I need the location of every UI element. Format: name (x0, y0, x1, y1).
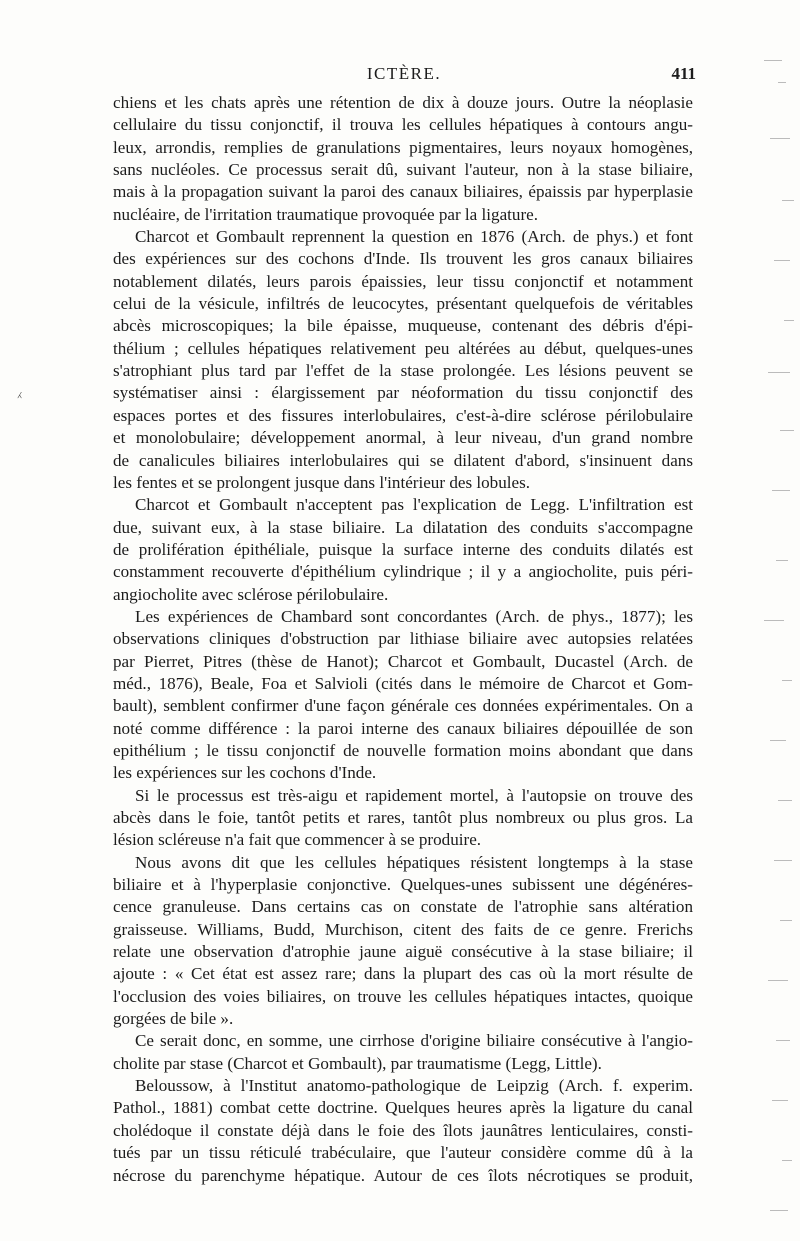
scan-speck (768, 372, 790, 373)
scan-edge-noise (734, 20, 794, 1220)
scan-speck (772, 490, 790, 491)
paragraph (113, 785, 693, 852)
text-line: leux, arrondis, remplies de granulations pigmentaires, leurs noyaux homogènes, (113, 137, 693, 157)
scan-speck (772, 1100, 788, 1101)
paragraph (113, 92, 693, 226)
paragraph (113, 852, 693, 1031)
text-line: biliaire et à l'hyperplasie conjonctive. Quelques-unes subissent une dégénéres- (113, 875, 693, 895)
text-line: méd., 1876), Beale, Foa et Salvioli (cités dans le mémoire de Charcot et Gom- (113, 673, 693, 693)
scan-speck (776, 1040, 790, 1041)
text-line: cholédoque il constate déjà dans le foie des îlots jaunâtres lenticulaires, consti- (113, 1120, 693, 1140)
text-line: constamment recouverte d'épithélium cylindrique ; il y a angiocholite, puis péri- (113, 562, 693, 582)
text-line: celui de la vésicule, infiltrés de leucocytes, présentant quelquefois de véritables (113, 294, 693, 314)
scan-speck (764, 620, 784, 621)
text-line: epithélium ; le tissu conjonctif de nouvelle formation moins abondant que dans (113, 740, 693, 760)
scan-speck (780, 430, 794, 431)
text-line: les fentes et se prolongent jusque dans l'intérieur des lobules. (113, 472, 531, 492)
text-line: Pathol., 1881) combat cette doctrine. Quelques heures après la ligature du canal (113, 1098, 693, 1118)
text-line: thélium ; cellules hépatiques relativement peu altérées au début, quelques-unes (113, 338, 693, 358)
text-line: espaces portes et des fissures interlobulaires, c'est-à-dire sclérose périlobulaire (113, 405, 693, 425)
text-line: nucléaire, de l'irritation traumatique provoquée par la ligature. (113, 204, 539, 224)
text-line: graisseuse. Williams, Budd, Murchison, citent des faits de ce genre. Frerichs (113, 919, 693, 939)
paragraph (113, 1075, 693, 1187)
text-line: noté comme différence : la paroi interne des canaux biliaires dépouillée de son (113, 718, 693, 738)
scan-speck (782, 200, 794, 201)
scan-speck (770, 138, 790, 139)
text-line: Charcot et Gombault n'acceptent pas l'explication de Legg. L'infiltration est (135, 495, 693, 515)
page-header (112, 64, 696, 88)
text-line: tués par un tissu réticulé trabéculaire, que l'auteur considère comme dû à la (113, 1143, 693, 1163)
scan-speck (780, 920, 792, 921)
text-line: Charcot et Gombault reprennent la question en 1876 (Arch. de phys.) et font (135, 227, 693, 247)
body-text (113, 92, 693, 1187)
text-line: de prolifération épithéliale, puisque la surface interne des conduits dilatés est (113, 539, 693, 559)
text-line: cence granuleuse. Dans certains cas on constate de l'atrophie sans altération (113, 897, 693, 917)
text-line: les expériences sur les cochons d'Inde. (113, 763, 377, 783)
scan-speck (764, 60, 782, 61)
paragraph (113, 494, 693, 606)
scan-speck (770, 740, 786, 741)
text-line: Si le processus est très-aigu et rapidement mortel, à l'autopsie on trouve des (135, 785, 693, 805)
text-line: ajoute : « Cet état est assez rare; dans la plupart des cas où la mort résulte de (113, 964, 693, 984)
text-line: nécrose du parenchyme hépatique. Autour de ces îlots nécrotiques se produit, (113, 1165, 693, 1185)
text-line: gorgées de bile ». (113, 1009, 234, 1029)
text-line: relate une observation d'atrophie jaune aiguë consécutive à la stase biliaire; il (113, 942, 693, 962)
scan-speck (778, 82, 786, 83)
text-line: cellulaire du tissu conjonctif, il trouva les cellules hépatiques à contours angu- (113, 115, 693, 135)
text-line: Beloussow, à l'Institut anatomo-pathologique de Leipzig (Arch. f. experim. (135, 1076, 693, 1096)
text-line: abcès microscopiques; la bile épaisse, muqueuse, contenant des débris d'épi- (113, 316, 693, 336)
text-line: Les expériences de Chambard sont concordantes (Arch. de phys., 1877); les (135, 606, 693, 626)
page-number: 411 (671, 64, 696, 83)
text-line: systématiser ainsi : élargissement par néoformation du tissu conjonctif des (113, 383, 693, 403)
scan-speck (770, 1210, 788, 1211)
running-title: ICTÈRE. (366, 64, 442, 83)
text-line: sans nucléoles. Ce processus serait dû, suivant l'auteur, non à la stase biliaire, (113, 160, 693, 180)
text-line: des expériences sur des cochons d'Inde. Ils trouvent les gros canaux biliaires (113, 249, 693, 269)
scan-speck (782, 680, 792, 681)
text-line: de canalicules biliaires interlobulaires qui se dilatent d'abord, s'insinuent dans (113, 450, 693, 470)
scan-speck (784, 320, 794, 321)
text-line: et monolobulaire; développement anormal, à leur niveau, d'un grand nombre (113, 428, 693, 448)
scan-speck (776, 560, 788, 561)
text-line: notablement dilatés, leurs parois épaissies, leur tissu conjonctif et notamment (113, 271, 693, 291)
text-line: Nous avons dit que les cellules hépatiques résistent longtemps à la stase (135, 852, 693, 872)
text-line: Ce serait donc, en somme, une cirrhose d'origine biliaire consécutive à l'angio- (135, 1031, 693, 1051)
margin-mark: ⁁ (18, 383, 22, 398)
text-line: bault), semblent confirmer d'une façon générale ces données expérimentales. On a (113, 696, 693, 716)
text-line: l'occlusion des voies biliaires, on trouve les cellules hépatiques intactes, quoique (113, 986, 693, 1006)
scan-speck (778, 800, 792, 801)
text-line: mais à la propagation suivant la paroi des canaux biliaires, épaissis par hyperplasie (113, 182, 693, 202)
text-line: par Pierret, Pitres (thèse de Hanot); Charcot et Gombault, Ducastel (Arch. de (113, 651, 693, 671)
scan-speck (774, 260, 790, 261)
paragraph (113, 1030, 693, 1075)
paragraph (113, 226, 693, 494)
text-line: cholite par stase (Charcot et Gombault), par traumatisme (Legg, Little). (113, 1053, 602, 1073)
scan-speck (782, 1160, 792, 1161)
text-line: due, suivant eux, à la stase biliaire. La dilatation des conduits s'accompagne (113, 517, 693, 537)
text-line: chiens et les chats après une rétention de dix à douze jours. Outre la néoplasie (113, 93, 693, 112)
paragraph (113, 606, 693, 785)
text-line: lésion scléreuse n'a fait que commencer à se produire. (113, 830, 482, 850)
text-line: s'atrophiant plus tard par l'effet de la stase prolongée. Les lésions peuvent se (113, 361, 693, 381)
text-line: abcès dans le foie, tantôt petits et rares, tantôt plus nombreux ou plus gros. La (113, 808, 693, 827)
text-line: observations cliniques d'obstruction par lithiase biliaire avec autopsies relatées (113, 629, 693, 649)
scan-speck (768, 980, 788, 981)
text-line: angiocholite avec sclérose périlobulaire. (113, 584, 389, 604)
scan-speck (774, 860, 792, 861)
